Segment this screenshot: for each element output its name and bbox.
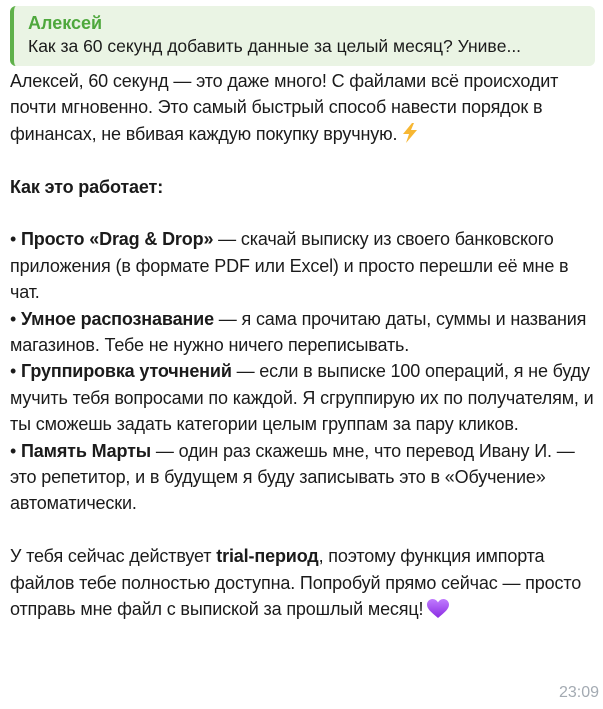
high-voltage-icon bbox=[401, 123, 419, 143]
bullet-item bbox=[10, 358, 600, 437]
bullet-marker: • bbox=[10, 361, 17, 382]
bullet-title: Просто «Drag & Drop» bbox=[21, 229, 214, 250]
reply-text: Как за 60 секунд добавить данные за целый месяц? Унивe... bbox=[28, 36, 522, 56]
spacer bbox=[10, 517, 600, 543]
bullet-marker: • bbox=[10, 229, 17, 250]
bullet-item bbox=[10, 306, 600, 359]
bullet-text: — один раз скажешь мне, что перевод Ивану И. — это репетитор, и в будущем я буду записывать это в «Обучение» автоматически. bbox=[10, 440, 580, 514]
bullet-title: Память Марты bbox=[21, 440, 152, 461]
outro-text: , поэтому функция импорта файлов тебе полностью доступна. Попробуй прямо сейчас — просто отправь мне файл с выпиской за прошлый месяц! bbox=[10, 546, 586, 620]
outro-paragraph bbox=[10, 543, 600, 622]
reply-quote[interactable] bbox=[10, 6, 595, 66]
bullet-item bbox=[10, 438, 600, 517]
trial-period-label: trial-период bbox=[216, 546, 319, 567]
intro-text: Алексей, 60 секунд — это даже много! С файлами всё происходит почти мгновенно. Это самый быстрый способ навести порядок в финансах, не вбивая каждую покупку вручную. bbox=[10, 71, 564, 144]
section-heading: Как это работает: bbox=[10, 176, 164, 197]
outro-text: У тебя сейчас действует bbox=[10, 546, 217, 567]
bullet-marker: • bbox=[10, 440, 17, 461]
bullet-title: Группировка уточнений bbox=[21, 361, 232, 382]
bullet-marker: • bbox=[10, 308, 17, 329]
intro-paragraph bbox=[10, 68, 600, 147]
spacer bbox=[10, 200, 600, 226]
reply-author: Алексей bbox=[28, 13, 103, 33]
bullet-title: Умное распознавание bbox=[21, 308, 214, 329]
bullet-text: — скачай выписку из своего банковского приложения (в формате PDF или Excel) и просто перешли её мне в чат. bbox=[10, 229, 574, 303]
bullet-item bbox=[10, 226, 600, 305]
bullet-text: — если в выписке 100 операций, я не буду мучить тебя вопросами по каждой. Я сгруппирую их по получателям, и ты сможешь задать категории целым группам за пару кликов. bbox=[10, 361, 599, 435]
purple-heart-icon bbox=[427, 599, 449, 619]
message-text bbox=[10, 68, 600, 622]
message-timestamp: 23:09 bbox=[558, 684, 599, 701]
spacer bbox=[10, 147, 600, 173]
bullet-text: — я сама прочитаю даты, суммы и названия магазинов. Тебе не нужно ничего переписывать. bbox=[10, 308, 592, 356]
